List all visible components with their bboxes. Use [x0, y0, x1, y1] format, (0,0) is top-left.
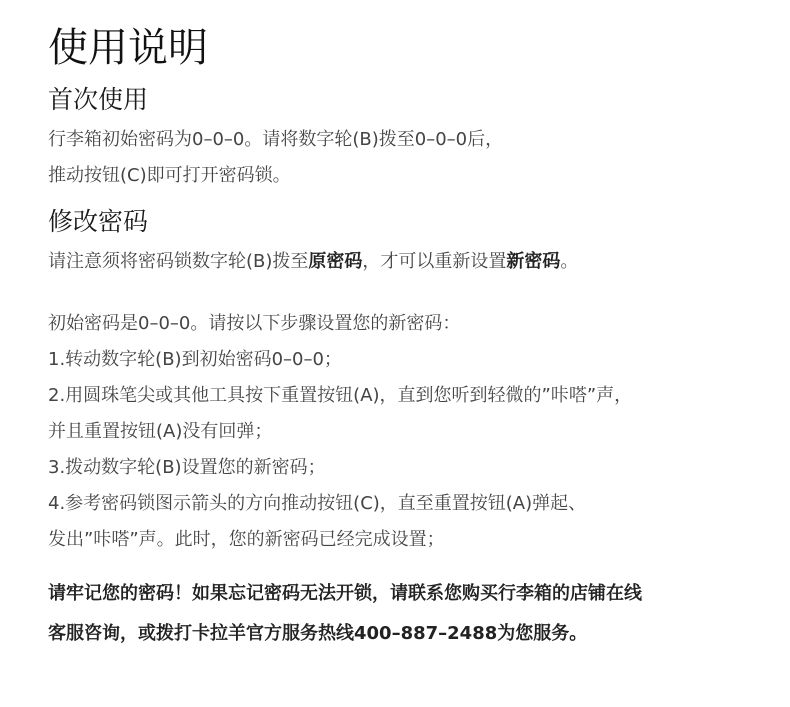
reminder-line-1: 请牢记您的密码！如果忘记密码无法开锁，请联系您购买行李箱的店铺在线 [48, 583, 642, 604]
change-password-section [48, 206, 768, 280]
step-2-line-2: 并且重置按钮(A)没有回弹； [48, 421, 273, 442]
first-use-line-2: 推动按钮(C)即可打开密码锁。 [48, 165, 291, 186]
step-4-line-1: 4.参考密码锁图示箭头的方向推动按钮(C)，直至重置按钮(A)弹起、 [48, 493, 587, 514]
reminder-line-2: 客服咨询，或拨打卡拉羊官方服务热线400–887–2488为您服务。 [48, 623, 588, 644]
note-text-a: 请注意须将密码锁数字轮(B)拨至 [48, 251, 309, 272]
spacer [48, 290, 768, 306]
step-3: 3.拨动数字轮(B)设置您的新密码； [48, 457, 326, 478]
first-use-section [48, 84, 768, 194]
change-password-heading: 修改密码 [48, 207, 149, 236]
page-title: 使用说明 [48, 25, 208, 71]
step-2-line-1: 2.用圆珠笔尖或其他工具按下重置按钮(A)，直到您听到轻微的”咔嗒”声， [48, 385, 633, 406]
spacer [48, 558, 768, 574]
steps-intro: 初始密码是0–0–0。请按以下步骤设置您的新密码： [48, 313, 461, 334]
first-use-heading: 首次使用 [48, 85, 149, 114]
reminder-section [48, 574, 768, 654]
first-use-line-1: 行李箱初始密码为0–0–0。请将数字轮(B)拨至0–0–0后， [48, 129, 504, 150]
note-text-e: 。 [560, 251, 579, 272]
step-1: 1.转动数字轮(B)到初始密码0–0–0； [48, 349, 342, 370]
original-password-emphasis: 原密码 [308, 251, 363, 272]
steps-section [48, 306, 768, 558]
change-password-note [48, 244, 768, 280]
note-text-c: ，才可以重新设置 [362, 251, 507, 272]
step-4-line-2: 发出”咔嗒”声。此时，您的新密码已经完成设置； [48, 529, 445, 550]
instructions-page [48, 22, 768, 654]
new-password-emphasis: 新密码 [506, 251, 561, 272]
